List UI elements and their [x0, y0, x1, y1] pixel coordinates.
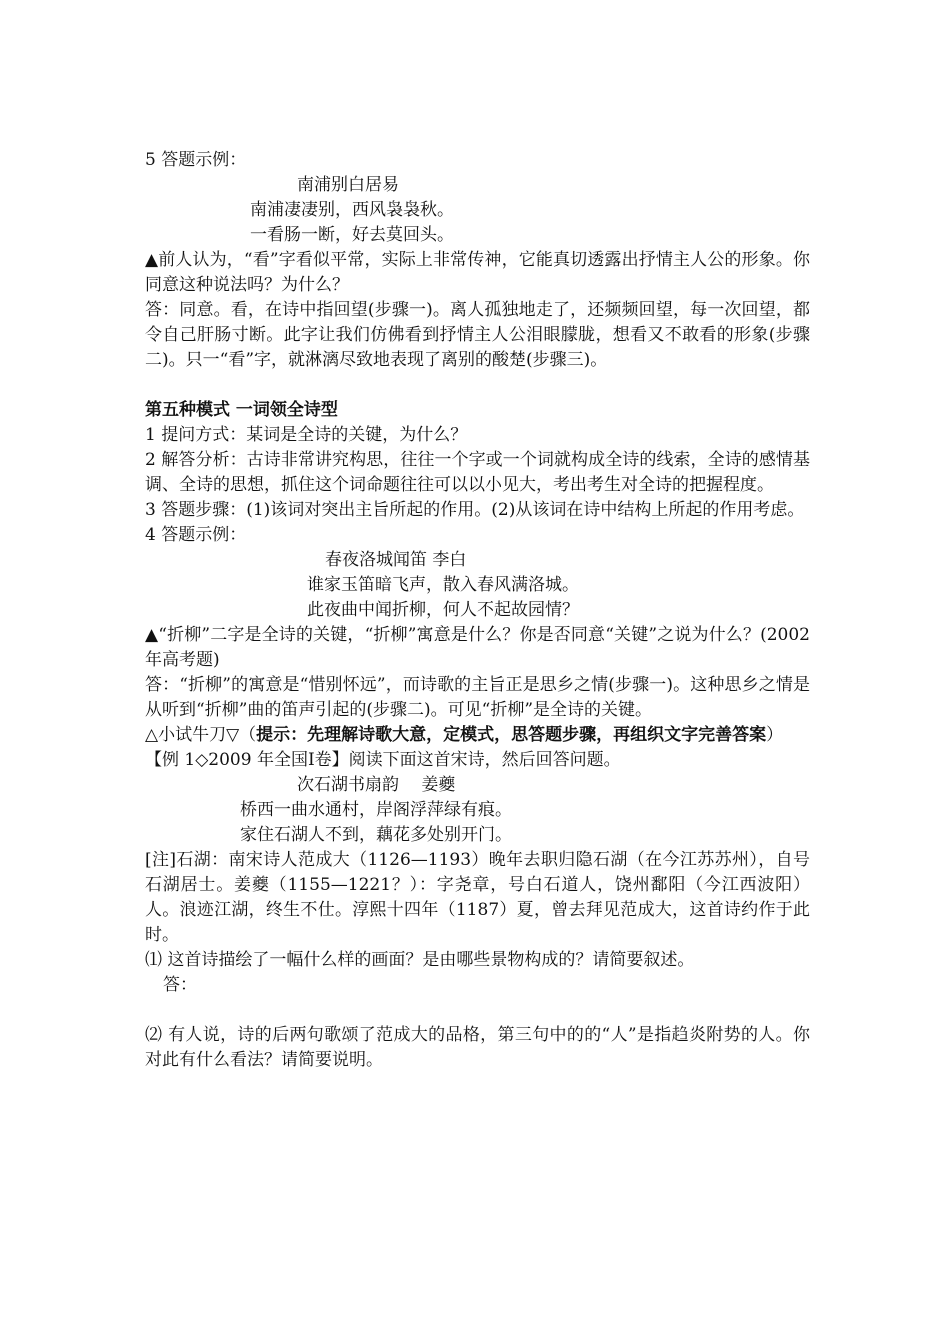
example-heading: 4 答题示例： — [145, 525, 247, 545]
spacer — [145, 998, 810, 1023]
practice-tip: 提示：先理解诗歌大意，定模式，思答题步骤，再组织文字完善答案 — [256, 725, 767, 745]
poem-title: 南浦别白居易 — [297, 175, 399, 195]
spacer — [145, 373, 810, 398]
practice-heading — [145, 723, 810, 748]
question-paragraph: ▲“折柳”二字是全诗的关键，“折柳”寓意是什么？你是否同意“关键”之说为什么？(2002 年高考题) — [145, 625, 810, 670]
steps-paragraph: 3 答题步骤：(1)该词对突出主旨所起的作用。(2)从该词在诗中结构上所起的作用考虑。 — [145, 500, 805, 520]
question-2: ⑵ 有人说，诗的后两句歌颂了范成大的品格，第三句中的的“人”是指趋炎附势的人。你对此有什么看法？请简要说明。 — [145, 1025, 810, 1070]
ask-style-paragraph: 1 提问方式：某词是全诗的关键，为什么？ — [145, 425, 468, 445]
example-head: 【例 1◇2009 年全国Ⅰ卷】阅读下面这首宋诗，然后回答问题。 — [145, 750, 621, 770]
example-heading: 5 答题示例： — [145, 150, 247, 170]
analysis-paragraph: 2 解答分析：古诗非常讲究构思，往往一个字或一个词就构成全诗的线索，全诗的感情基调、全诗的思想，抓住这个词命题往往可以以小见大，考出考生对全诗的把握程度。 — [145, 450, 810, 495]
document-page — [145, 148, 810, 1073]
practice-prefix: △小试牛刀▽（ — [145, 725, 257, 745]
poem-line: 此夜曲中闻折柳，何人不起故园情？ — [307, 600, 579, 620]
poem-title: 次石湖书扇韵 姜夔 — [297, 775, 456, 795]
poem-line: 南浦凄凄别，西风袅袅秋。 — [250, 200, 454, 220]
poem-title: 春夜洛城闻笛 李白 — [325, 550, 467, 570]
poem-line: 桥西一曲水通村，岸阁浮萍绿有痕。 — [240, 800, 512, 820]
section-title: 第五种模式 一词领全诗型 — [145, 400, 338, 420]
question-paragraph: ▲前人认为，“看”字看似平常，实际上非常传神，它能真切透露出抒情主人公的形象。你同意这种说法吗？为什么？ — [145, 250, 810, 295]
question-1: ⑴ 这首诗描绘了一幅什么样的画面？是由哪些景物构成的？请简要叙述。 — [145, 950, 695, 970]
poem-line: 谁家玉笛暗飞声，散入春风满洛城。 — [307, 575, 579, 595]
note-paragraph: [注]石湖：南宋诗人范成大（1126—1193）晚年去职归隐石湖（在今江苏苏州），自号石湖居士。姜夔（1155—1221？）：字尧章，号白石道人，饶州鄱阳（今江西波阳）人。浪迹江湖，终生不仕。淳熙十四年（1187）夏，曾去拜见范成大，这首诗约作于此时。 — [145, 850, 810, 945]
practice-suffix: ） — [766, 725, 784, 745]
answer-paragraph: 答：“折柳”的寓意是“惜别怀远”，而诗歌的主旨正是思乡之情(步骤一)。这种思乡之情是从听到“折柳”曲的笛声引起的(步骤二)。可见“折柳”是全诗的关键。 — [145, 675, 810, 720]
answer-paragraph: 答：同意。看，在诗中指回望(步骤一)。离人孤独地走了，还频频回望，每一次回望，都令自己肝肠寸断。此字让我们仿佛看到抒情主人公泪眼朦胧，想看又不敢看的形象(步骤二)。只一“看”字，就淋漓尽致地表现了离别的酸楚(步骤三)。 — [145, 300, 810, 370]
poem-line: 一看肠一断，好去莫回头。 — [250, 225, 454, 245]
poem-line: 家住石湖人不到，藕花多处别开门。 — [240, 825, 512, 845]
answer-label: 答： — [163, 975, 197, 995]
